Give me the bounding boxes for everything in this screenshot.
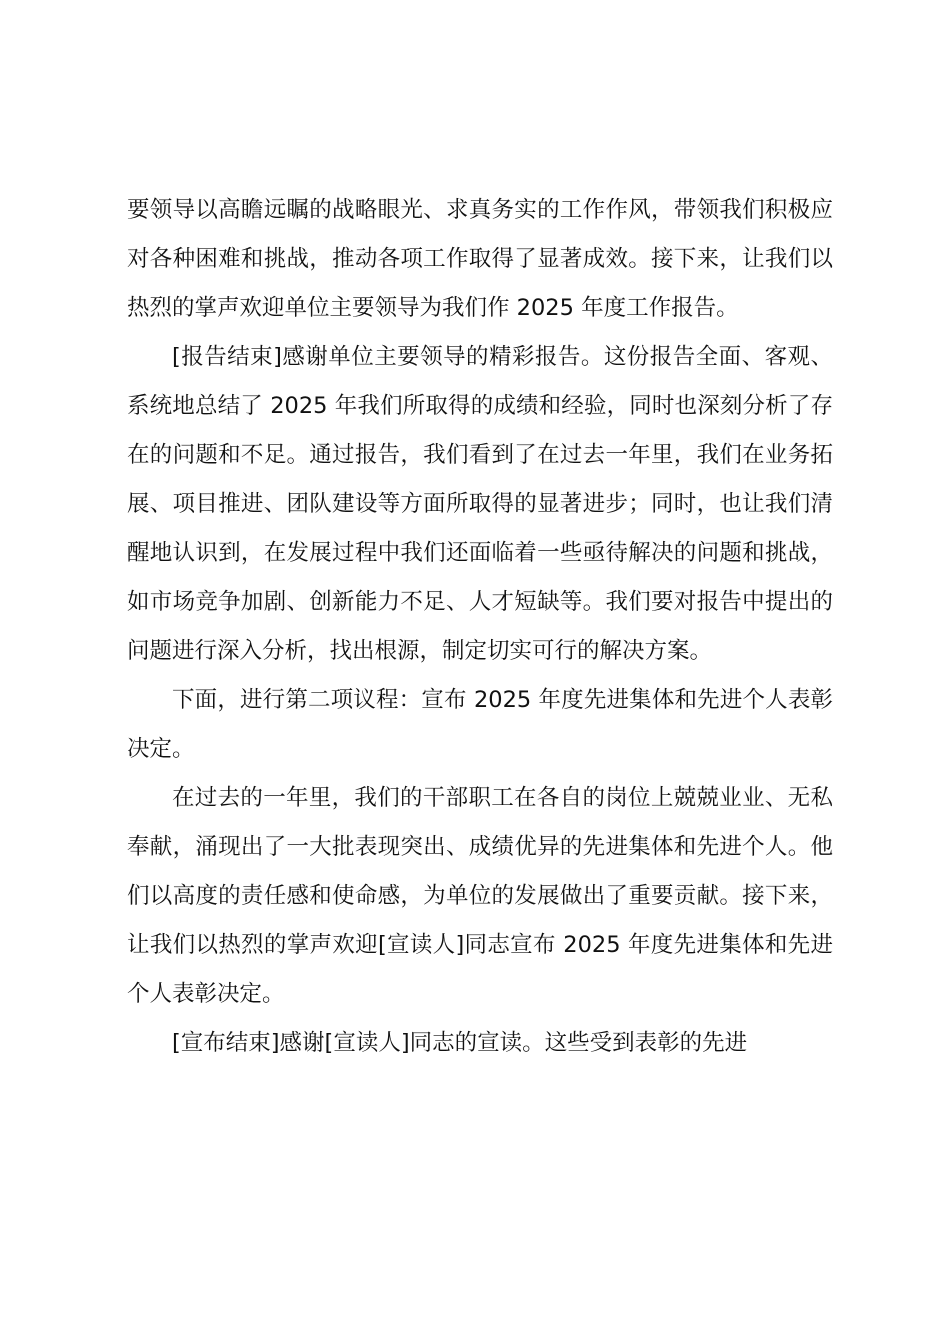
paragraph-leader-intro: 要领导以高瞻远瞩的战略眼光、求真务实的工作作风，带领我们积极应对各种困难和挑战，推动各项工作取得了显著成效。接下来，让我们以热烈的掌声欢迎单位主要领导为我们作 2025 年度工作报告。	[127, 197, 833, 321]
paragraph-second-agenda: 下面，进行第二项议程：宣布 2025 年度先进集体和先进个人表彰决定。	[127, 687, 833, 762]
paragraph-commendation-intro: 在过去的一年里，我们的干部职工在各自的岗位上兢兢业业、无私奉献，涌现出了一大批表现突出、成绩优异的先进集体和先进个人。他们以高度的责任感和使命感，为单位的发展做出了重要贡献。接下来，让我们以热烈的掌声欢迎[宣读人]同志宣布 2025 年度先进集体和先进个人表彰决定。	[127, 785, 833, 1007]
document-page	[127, 186, 833, 1068]
paragraph-report-summary: [报告结束]感谢单位主要领导的精彩报告。这份报告全面、客观、系统地总结了 2025 年我们所取得的成绩和经验，同时也深刻分析了存在的问题和不足。通过报告，我们看到了在过去一年里，我们在业务拓展、项目推进、团队建设等方面所取得的显著进步；同时，也让我们清醒地认识到，在发展过程中我们还面临着一些亟待解决的问题和挑战，如市场竞争加剧、创新能力不足、人才短缺等。我们要对报告中提出的问题进行深入分析，找出根源，制定切实可行的解决方案。	[127, 344, 833, 664]
paragraph-announcement-end: [宣布结束]感谢[宣读人]同志的宣读。这些受到表彰的先进	[172, 1030, 748, 1056]
